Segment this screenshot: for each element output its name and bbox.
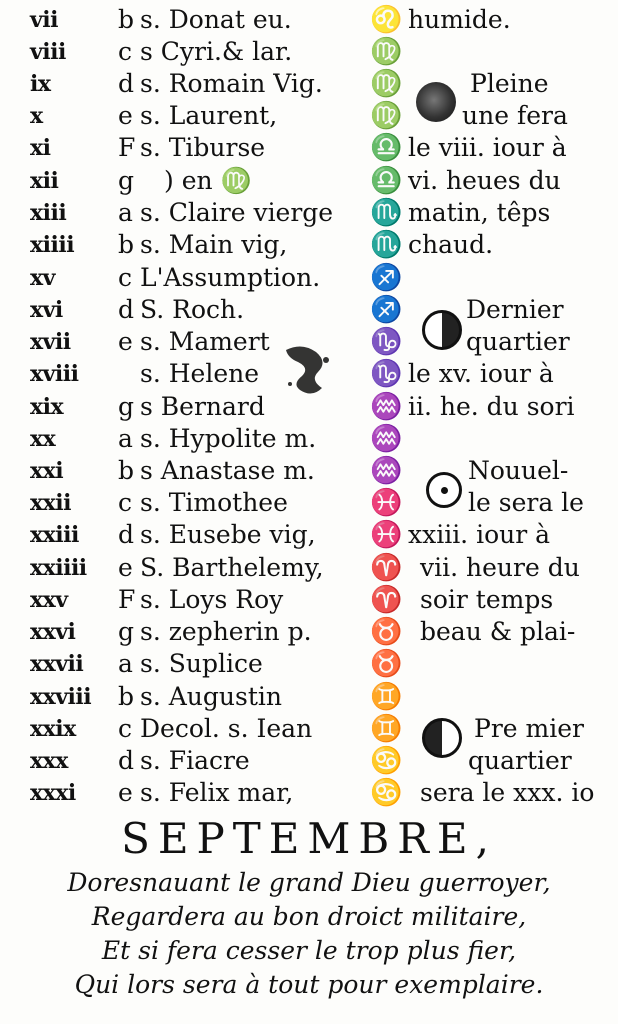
zodiac-sign: ♈ [370, 585, 403, 615]
dominical-letter: c [118, 37, 133, 66]
saint-name: ) en ♍ [164, 166, 252, 195]
calendar-row [0, 488, 618, 518]
day-number: vii [30, 7, 58, 33]
saint-name: s. Eusebe vig, [140, 520, 316, 549]
moon-note: vii. heure du [420, 553, 580, 582]
first-quarter-moon-icon [422, 718, 462, 758]
zodiac-sign: ♊ [370, 714, 403, 744]
moon-note: humide. [408, 5, 511, 34]
day-number: xiiii [30, 232, 75, 258]
dominical-letter: c [118, 714, 133, 743]
day-number: xviii [30, 361, 79, 387]
day-number: viii [30, 39, 66, 65]
moon-note: soir temps [420, 585, 554, 614]
dominical-letter: c [118, 263, 133, 292]
day-number: xxv [30, 587, 68, 613]
saint-name: S. Barthelemy, [140, 553, 324, 582]
day-number: xxi [30, 458, 64, 484]
day-number: xxvi [30, 619, 76, 645]
saint-name: s. Romain Vig. [140, 69, 323, 98]
zodiac-sign: ♈ [370, 553, 403, 583]
dominical-letter: a [118, 649, 133, 678]
moon-note: Pre mier [474, 714, 584, 743]
calendar-row [0, 37, 618, 67]
moon-note: le viii. iour à [408, 133, 567, 162]
day-number: xxiii [30, 522, 79, 548]
month-title: SEPTEMBRE, [121, 814, 497, 863]
calendar-row [0, 230, 618, 260]
dominical-letter: d [118, 520, 135, 549]
saint-name: s. Claire vierge [140, 198, 334, 227]
saint-name: s. Laurent, [140, 101, 278, 130]
dominical-letter: a [118, 424, 133, 453]
day-number: ix [30, 71, 51, 97]
dominical-letter: F [118, 585, 136, 614]
saint-name: s. Tiburse [140, 133, 266, 162]
zodiac-sign: ♒ [370, 424, 403, 454]
moon-note: une fera [462, 101, 568, 130]
saint-name: s. Augustin [140, 682, 282, 711]
day-number: xxviii [30, 684, 92, 710]
saint-name: s Cyri.& lar. [140, 37, 293, 66]
day-number: xxii [30, 490, 71, 516]
moon-note: Nouuel- [468, 456, 569, 485]
saint-name: s. Fiacre [140, 746, 250, 775]
calendar-row [0, 778, 618, 808]
dominical-letter: e [118, 553, 133, 582]
moon-note: chaud. [408, 230, 494, 259]
verse-line: Qui lors sera à tout pour exemplaire. [74, 970, 544, 999]
dominical-letter: b [118, 456, 135, 485]
zodiac-sign: ♍ [370, 37, 403, 67]
zodiac-sign: ♌ [370, 5, 403, 35]
moon-note: matin, têps [408, 198, 551, 227]
calendar-row [0, 133, 618, 163]
zodiac-sign: ♐ [370, 295, 403, 325]
saint-name: S. Roch. [140, 295, 245, 324]
calendar-row [0, 585, 618, 615]
saint-name: s. Mamert [140, 327, 270, 356]
day-number: xvii [30, 329, 71, 355]
saint-name: s. Main vig, [140, 230, 288, 259]
day-number: x [30, 103, 43, 129]
dominical-letter: g [118, 617, 135, 646]
day-number: xii [30, 168, 59, 194]
day-number: xx [30, 426, 56, 452]
moon-note: le sera le [468, 488, 584, 517]
zodiac-sign: ♍ [370, 69, 403, 99]
calendar-row [0, 682, 618, 712]
calendar-row [0, 520, 618, 550]
calendar-row [0, 714, 618, 744]
saint-name: s. Felix mar, [140, 778, 294, 807]
full-moon-icon [416, 82, 456, 122]
zodiac-sign: ♏ [370, 230, 403, 260]
day-number: xix [30, 394, 64, 420]
saint-name: Decol. s. Iean [140, 714, 313, 743]
zodiac-sign: ♋ [370, 778, 403, 808]
saint-name: s Anastase m. [140, 456, 315, 485]
moon-note: quartier [468, 746, 572, 775]
saint-name: s. Helene [140, 359, 260, 388]
saint-name: L'Assumption. [140, 263, 321, 292]
moon-note: Pleine [470, 69, 549, 98]
zodiac-sign: ♉ [370, 617, 403, 647]
zodiac-sign: ♓ [370, 488, 403, 518]
moon-note: vi. heues du [408, 166, 561, 195]
ink-blot-mark [282, 340, 332, 400]
verse-line: Et si fera cesser le trop plus fier, [101, 936, 517, 965]
dominical-letter: b [118, 5, 135, 34]
calendar-row [0, 263, 618, 293]
zodiac-sign: ♒ [370, 392, 403, 422]
day-number: xi [30, 135, 51, 161]
day-number: xxxi [30, 780, 76, 806]
new-moon-icon [426, 472, 462, 508]
dominical-letter: e [118, 778, 133, 807]
calendar-row [0, 424, 618, 454]
moon-note: Dernier [466, 295, 564, 324]
zodiac-sign: ♏ [370, 198, 403, 228]
calendar-row [0, 617, 618, 647]
saint-name: s. Suplice [140, 649, 263, 678]
calendar-row [0, 166, 618, 196]
dominical-letter: d [118, 295, 135, 324]
calendar-row [0, 5, 618, 35]
calendar-row [0, 69, 618, 99]
day-number: xvi [30, 297, 63, 323]
day-number: xxix [30, 716, 76, 742]
saint-name: s. zepherin p. [140, 617, 312, 646]
day-number: xxx [30, 748, 68, 774]
day-number: xxiiii [30, 555, 87, 581]
day-number: xv [30, 265, 55, 291]
zodiac-sign: ♊ [370, 682, 403, 712]
dominical-letter: g [118, 166, 135, 195]
dominical-letter: g [118, 392, 135, 421]
saint-name: s. Hypolite m. [140, 424, 317, 453]
calendar-row [0, 746, 618, 776]
zodiac-sign: ♓ [370, 520, 403, 550]
last-quarter-moon-icon [422, 310, 462, 350]
moon-note: le xv. iour à [408, 359, 554, 388]
moon-note: ii. he. du sori [408, 392, 575, 421]
calendar-row [0, 198, 618, 228]
moon-note: xxiii. iour à [408, 520, 551, 549]
zodiac-sign: ♑ [370, 359, 403, 389]
calendar-row [0, 101, 618, 131]
saint-name: s. Timothee [140, 488, 288, 517]
dominical-letter: e [118, 101, 133, 130]
saint-name: s Bernard [140, 392, 265, 421]
verse-line: Doresnauant le grand Dieu guerroyer, [67, 868, 551, 897]
day-number: xxvii [30, 651, 84, 677]
dominical-letter: F [118, 133, 136, 162]
calendar-row [0, 649, 618, 679]
zodiac-sign: ♐ [370, 263, 403, 293]
calendar-row [0, 553, 618, 583]
zodiac-sign: ♒ [370, 456, 403, 486]
zodiac-sign: ♎ [370, 166, 403, 196]
zodiac-sign: ♉ [370, 649, 403, 679]
dominical-letter: a [118, 198, 133, 227]
zodiac-sign: ♎ [370, 133, 403, 163]
saint-name: s. Donat eu. [140, 5, 292, 34]
dominical-letter: b [118, 682, 135, 711]
zodiac-sign: ♋ [370, 746, 403, 776]
zodiac-sign: ♑ [370, 327, 403, 357]
dominical-letter: d [118, 746, 135, 775]
calendar-row [0, 456, 618, 486]
saint-name: s. Loys Roy [140, 585, 284, 614]
calendar-row [0, 295, 618, 325]
moon-note: beau & plai- [420, 617, 576, 646]
dominical-letter: d [118, 69, 135, 98]
moon-note: quartier [466, 327, 570, 356]
verse-line: Regardera au bon droict militaire, [91, 902, 527, 931]
dominical-letter: b [118, 230, 135, 259]
dominical-letter: e [118, 327, 133, 356]
day-number: xiii [30, 200, 67, 226]
moon-note: sera le xxx. io [420, 778, 595, 807]
dominical-letter: c [118, 488, 133, 517]
zodiac-sign: ♍ [370, 101, 403, 131]
